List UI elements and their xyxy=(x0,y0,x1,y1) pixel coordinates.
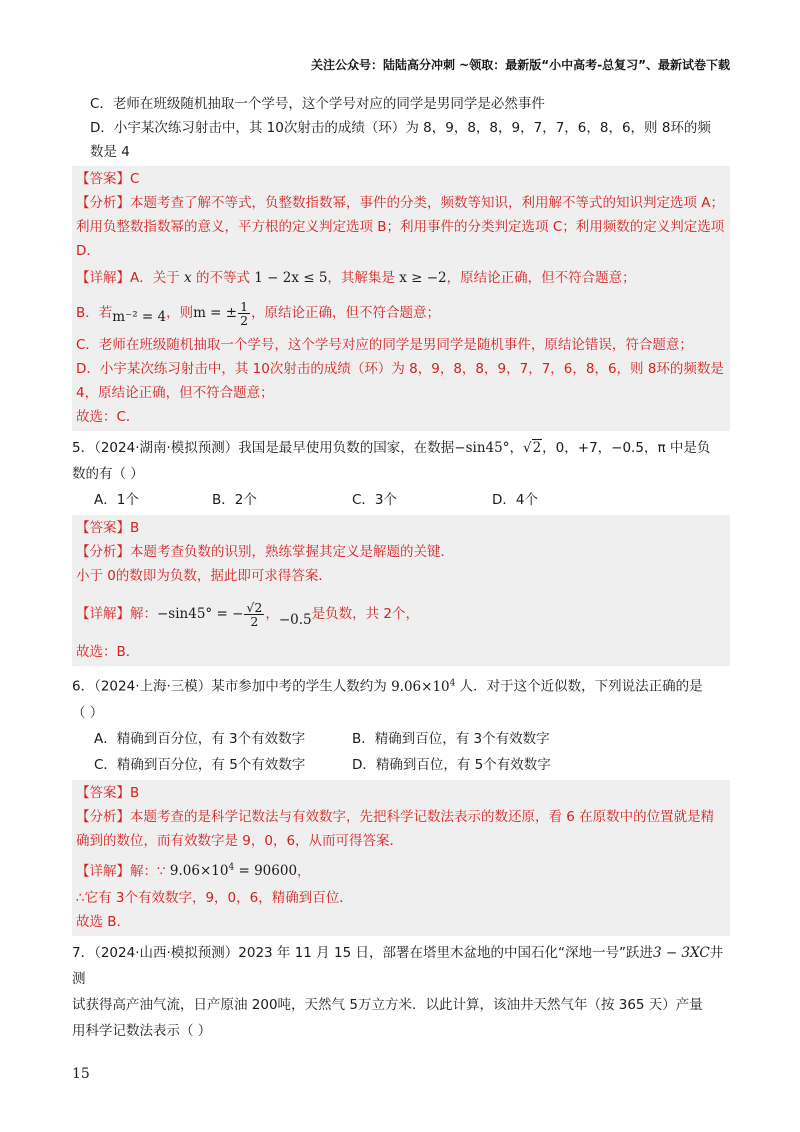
q5-stem-text: 5．（2024·湖南·模拟预测）我国是最早使用负数的国家，在数据 xyxy=(72,440,455,456)
q6-option-d: D．精确到百位，有 5个有效数字 xyxy=(352,756,551,773)
q4-detail-a xyxy=(76,263,726,293)
q7-stem-line2: 试获得高产油气流，日产原油 200吨，天然气 5万立方米．以此计算，该油井天然气年（按 365 天）产量 xyxy=(72,997,703,1013)
q5-detail-post: 是负数，共 2个， xyxy=(311,606,419,622)
q5-solution-block xyxy=(72,515,730,666)
q4-option-d-line2: 数是 4 xyxy=(90,144,130,160)
q4-detail-c: C．老师在班级随机抽取一个学号，这个学号对应的同学是男同学是随机事件，原结论错误，符合题意； xyxy=(76,337,693,353)
q4-answer: 【答案】C xyxy=(76,171,140,187)
q4-m-value: m = ± xyxy=(193,305,238,321)
page-header: 关注公众号：陆陆高分冲刺 ~领取：最新版“小中高考-总复习”、最新试卷下载 xyxy=(311,58,730,72)
q7-well-id: 3 − 3XC xyxy=(652,945,710,961)
q4-detail-a-mid2: ，其解集是 xyxy=(327,270,400,286)
q5-options xyxy=(72,487,730,513)
q6-answer: 【答案】B xyxy=(76,784,140,801)
q6-detail-math: $9.06\times 10^4 = 90600$ xyxy=(169,862,298,879)
q5-choose: 故选：B． xyxy=(76,644,140,660)
q6-stem-line1 xyxy=(72,670,730,700)
q5-option-c: C．3个 xyxy=(352,492,398,508)
q5-neg-sin: −sin45° xyxy=(454,440,510,456)
q4-choose: 故选：C． xyxy=(76,409,140,425)
q4-detail-b-post: ，原结论正确，但不符合题意； xyxy=(251,305,441,321)
q4-detail-a-mid1: 的不等式 xyxy=(191,270,255,286)
q4-detail-d-line2: 4，原结论正确，但不符合题意； xyxy=(76,385,274,401)
q7-stem-text: 7．（2024·山西·模拟预测）2023 年 11 月 15 日，部署在塔里木盆地的中国石化“深地一号”跃进 xyxy=(72,945,653,961)
q7-stem-line3: 用科学记数法表示（ ） xyxy=(72,1023,212,1039)
q5-stem-line2: 数的有（ ） xyxy=(72,466,144,482)
q4-var-x: x xyxy=(184,270,192,286)
q6-choose: 故选 B． xyxy=(76,914,131,930)
q5-answer: 【答案】B xyxy=(76,520,140,536)
page-content xyxy=(72,92,730,1044)
q4-option-d-line1: D．小宇某次练习射击中，其 10次射击的成绩（环）为 8，9，8，8，9，7，7，6，8，6，则 8环的频 xyxy=(90,120,711,136)
q4-detail-b-mid: ，则 xyxy=(166,305,194,321)
q6-option-c: C．精确到百分位，有 5个有效数字 xyxy=(94,756,306,773)
q6-solution-block xyxy=(72,780,730,937)
q6-stem-text: 6．（2024·上海·三模）某市参加中考的学生人数约为 xyxy=(72,678,392,695)
q5-analysis-1: 【分析】本题考查负数的识别，熟练掌握其定义是解题的关键． xyxy=(76,544,454,560)
q6-stem-line2: （ ） xyxy=(72,704,104,721)
q4-solution-set: x ≥ −2 xyxy=(399,270,447,286)
q6-analysis: 【分析】本题考查的是科学记数法与有效数字，先把科学记数法表示的数还原，看 6 在原数中的位置就是精确到的数位，而有效数字是 9，0，6，从而可得答案． xyxy=(76,808,715,849)
q6-sci-number: $9.06\times 10^4$ xyxy=(391,678,456,695)
q4-detail-b xyxy=(76,293,726,333)
q6-options-row1 xyxy=(72,726,730,752)
q6-option-b: B．精确到百位，有 3个有效数字 xyxy=(352,730,550,747)
q6-options-row2 xyxy=(72,752,730,778)
q4-analysis: 【分析】本题考查了解不等式，负整数指数幂，事件的分类，频数等知识，利用解不等式的知识判定选项 A；利用负整数指数幂的意义，平方根的定义判定选项 B；利用事件的分类判定选项 C；利用频数的定义判定选项 D． xyxy=(76,195,725,259)
q7-stem-line1 xyxy=(72,940,730,992)
q5-detail-val: −0.5 xyxy=(278,612,312,628)
q7-stem-rest: 井测 xyxy=(72,945,724,987)
q5-stem-line1 xyxy=(72,435,730,461)
q4-detail-b-prefix: B．若 xyxy=(76,305,113,321)
q5-detail-sep: ， xyxy=(265,606,279,622)
q6-stem-rest: 人．对于这个近似数，下列说法正确的是 xyxy=(455,678,703,695)
q4-inequality: 1 − 2x ≤ 5 xyxy=(254,270,328,286)
q5-detail-prefix: 【详解】解： xyxy=(76,606,157,622)
q4-detail-a-prefix: 【详解】A．关于 xyxy=(76,270,185,286)
q6-detail-prefix: 【详解】解：∵ xyxy=(76,863,170,879)
q4-detail-a-post: ，原结论正确，但不符合题意； xyxy=(446,270,636,286)
q5-option-b: B．2个 xyxy=(212,492,257,508)
q5-analysis-2: 小于 0的数即为负数，据此即可求得答案． xyxy=(76,568,332,584)
q5-sqrt2: √2 xyxy=(522,440,542,456)
q5-fraction: $\frac{√2}{2}$ xyxy=(246,599,263,629)
q5-sep: ， xyxy=(509,440,523,456)
q6-detail-2: ∴它有 3个有效数字，9，0，6，精确到百位． xyxy=(76,890,353,906)
q6-detail xyxy=(76,853,726,887)
q5-detail xyxy=(76,588,726,640)
q5-option-d: D．4个 xyxy=(492,492,538,508)
q5-stem-rest: ，0，+7，−0.5，π 中是负 xyxy=(542,440,711,456)
q4-detail-d-line1: D．小宇某次练习射击中，其 10次射击的成绩（环）为 8，9，8，8，9，7，7，6，8，6，则 8环的频数是 xyxy=(76,361,724,377)
q5-detail-expr: −sin45° = − xyxy=(157,606,244,622)
page-number: 15 xyxy=(72,1066,90,1082)
q6-option-a: A．精确到百分位，有 3个有效数字 xyxy=(94,730,306,747)
q4-option-c: C．老师在班级随机抽取一个学号，这个学号对应的同学是男同学是必然事件 xyxy=(90,96,545,112)
q6-detail-post: ， xyxy=(297,863,311,879)
q5-option-a: A．1个 xyxy=(94,492,139,508)
q4-solution-block xyxy=(72,166,730,431)
q4-eq-m: m⁻² = 4 xyxy=(112,309,167,325)
q4-fraction-half: $\frac{1}{2}$ xyxy=(240,298,249,328)
